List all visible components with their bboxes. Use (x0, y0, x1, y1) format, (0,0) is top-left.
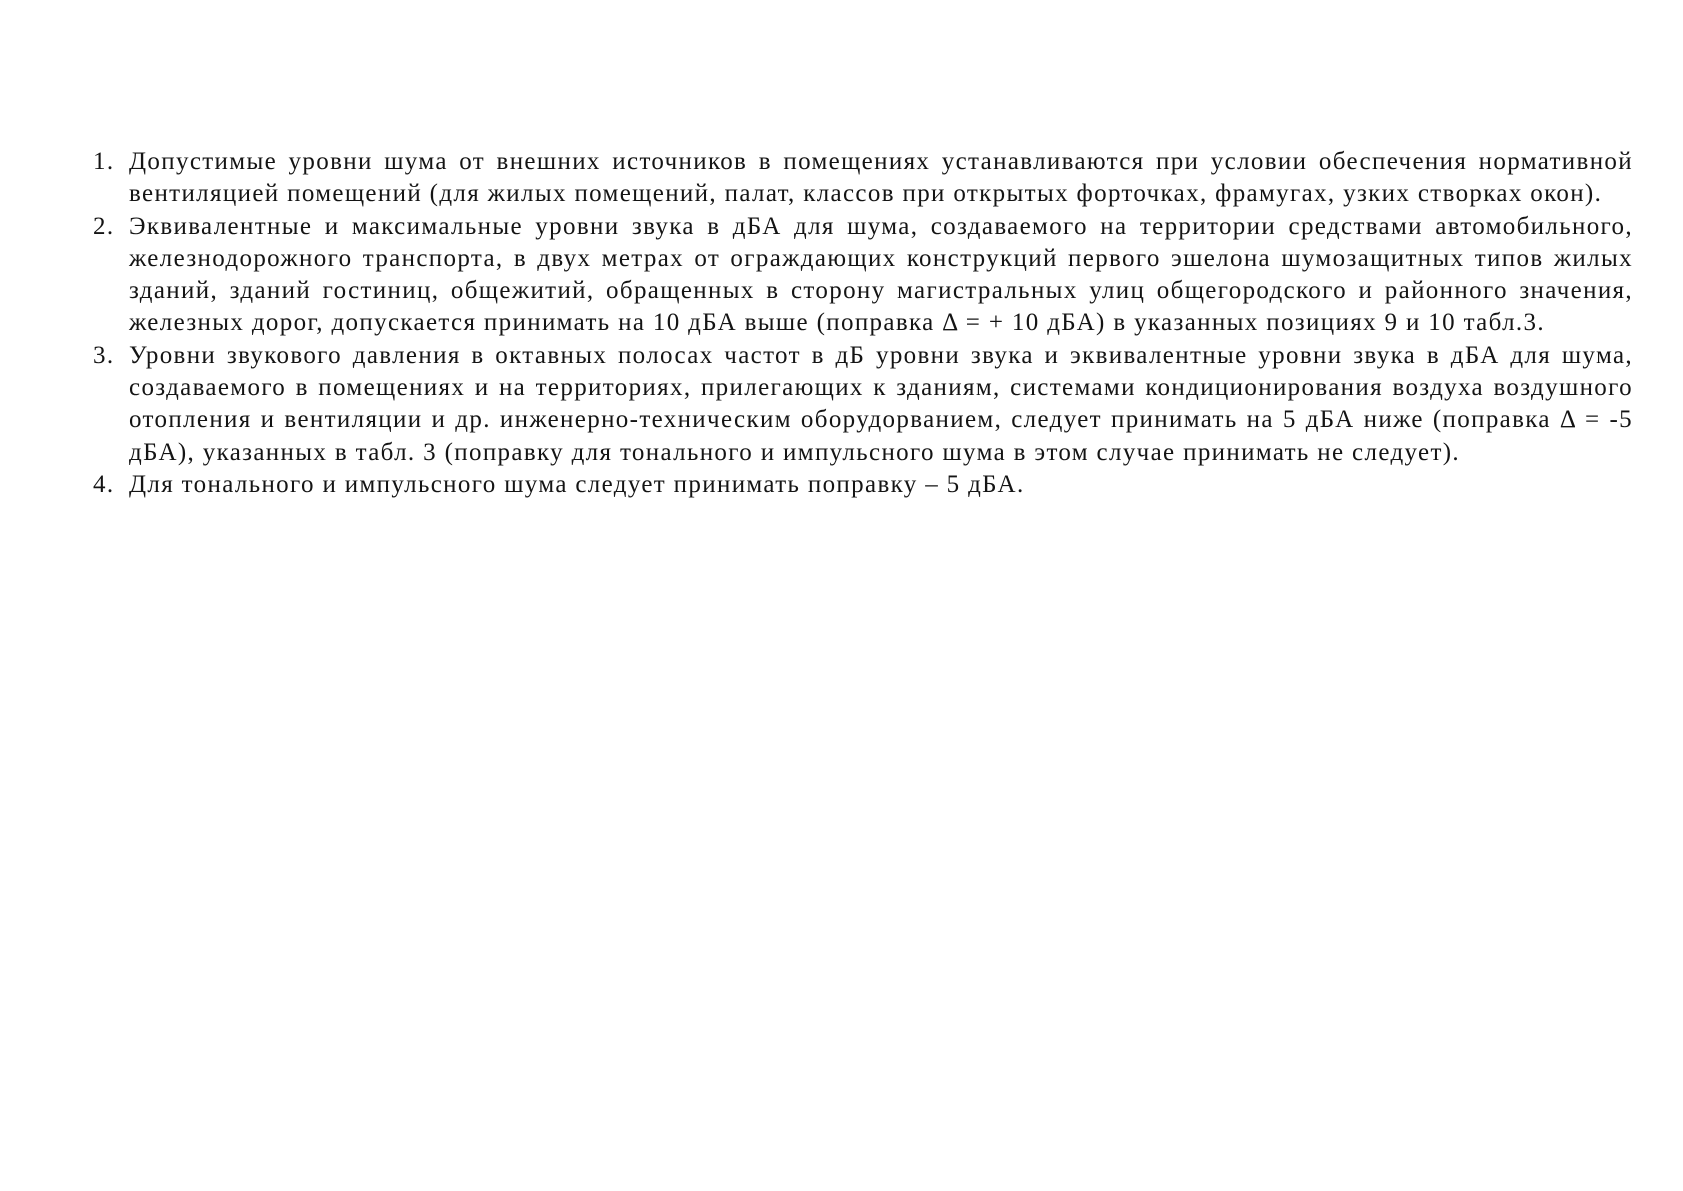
note-item-3 (93, 340, 1633, 469)
note-text: Для тонального и импульсного шума следует принимать поправку – 5 дБА. (129, 470, 1025, 498)
note-item-2 (93, 211, 1633, 340)
note-number: 2. (93, 212, 115, 240)
note-number: 3. (93, 341, 115, 369)
note-number: 4. (93, 470, 115, 498)
notes-list (93, 146, 1633, 501)
note-item-4 (93, 469, 1633, 501)
note-text: Эквивалентные и максимальные уровни звука в дБА для шума, создаваемого на территории средствами автомобильного, железнодорожного транспорта, в двух метрах от ограждающих конструкций первого эшелона шумозащитных типов жилых зданий, зданий гостиниц, общежитий, обращенных в сторону магистральных улиц общегородского и районного значения, железных дорог, допускается принимать на 10 дБА выше (поправка Δ = + 10 дБА) в указанных позициях 9 и 10 табл.3. (129, 212, 1633, 337)
note-number: 1. (93, 148, 115, 175)
note-text: Уровни звукового давления в октавных полосах частот в дБ уровни звука и эквивалентные уровни звука в дБА для шума, создаваемого в помещениях и на территориях, прилегающих к зданиям, системами кондиционирования воздуха воздушного отопления и вентиляции и др. инженерно-техническим оборудорванием, следует принимать на 5 дБА ниже (поправка Δ = -5 дБА), указанных в табл. 3 (поправку для тонального и импульсного шума в этом случае принимать не следует). (129, 341, 1633, 466)
note-text: Допустимые уровни шума от внешних источников в помещениях устанавливаются при условии обеспечения нормативной вентиляцией помещений (для жилых помещений, палат, классов при открытых форточках, фрамугах, узких створках окон). (129, 148, 1633, 208)
note-item-1 (93, 146, 1633, 211)
